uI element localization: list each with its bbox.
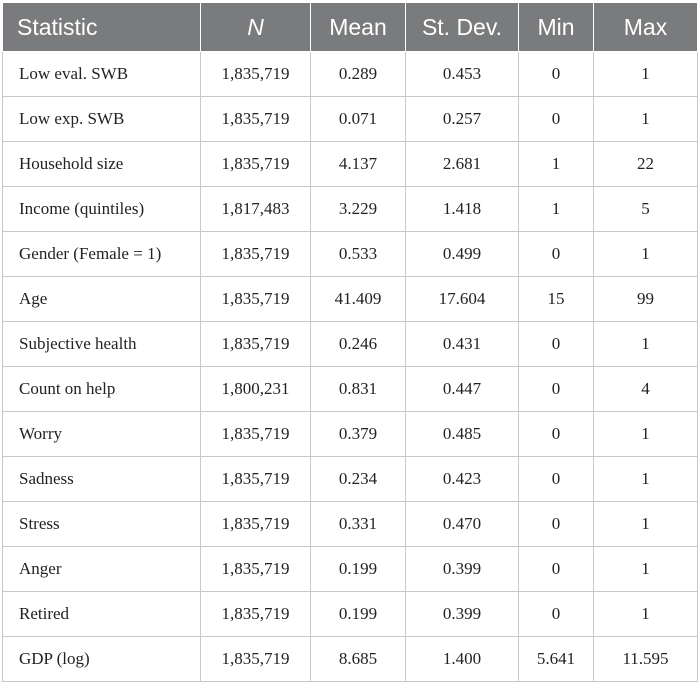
cell-st-dev: 0.485 bbox=[406, 412, 519, 457]
cell-max: 1 bbox=[594, 547, 698, 592]
cell-min: 0 bbox=[519, 457, 594, 502]
cell-max: 1 bbox=[594, 322, 698, 367]
table-row bbox=[3, 367, 698, 412]
cell-st-dev: 0.431 bbox=[406, 322, 519, 367]
table-row bbox=[3, 52, 698, 97]
cell-mean: 0.071 bbox=[311, 97, 406, 142]
cell-min: 0 bbox=[519, 547, 594, 592]
cell-mean: 3.229 bbox=[311, 187, 406, 232]
cell-max: 1 bbox=[594, 97, 698, 142]
cell-n: 1,835,719 bbox=[201, 232, 311, 277]
cell-mean: 0.289 bbox=[311, 52, 406, 97]
cell-mean: 41.409 bbox=[311, 277, 406, 322]
cell-statistic: Retired bbox=[3, 592, 201, 637]
cell-min: 0 bbox=[519, 412, 594, 457]
table-body bbox=[3, 52, 698, 682]
cell-n: 1,835,719 bbox=[201, 97, 311, 142]
header-st-dev: St. Dev. bbox=[406, 3, 519, 52]
cell-n: 1,835,719 bbox=[201, 592, 311, 637]
header-n: N bbox=[201, 3, 311, 52]
cell-max: 1 bbox=[594, 232, 698, 277]
cell-n: 1,835,719 bbox=[201, 412, 311, 457]
cell-max: 1 bbox=[594, 592, 698, 637]
table-row bbox=[3, 187, 698, 232]
cell-mean: 0.199 bbox=[311, 547, 406, 592]
cell-n: 1,835,719 bbox=[201, 637, 311, 682]
header-row bbox=[3, 3, 698, 52]
table-row bbox=[3, 547, 698, 592]
table-row bbox=[3, 637, 698, 682]
cell-mean: 8.685 bbox=[311, 637, 406, 682]
table-row bbox=[3, 502, 698, 547]
cell-min: 0 bbox=[519, 367, 594, 412]
cell-max: 4 bbox=[594, 367, 698, 412]
cell-st-dev: 0.257 bbox=[406, 97, 519, 142]
cell-st-dev: 0.470 bbox=[406, 502, 519, 547]
cell-statistic: Household size bbox=[3, 142, 201, 187]
cell-st-dev: 0.453 bbox=[406, 52, 519, 97]
cell-max: 1 bbox=[594, 412, 698, 457]
statistics-table bbox=[2, 2, 698, 682]
cell-n: 1,835,719 bbox=[201, 277, 311, 322]
cell-mean: 0.234 bbox=[311, 457, 406, 502]
cell-max: 1 bbox=[594, 502, 698, 547]
cell-n: 1,835,719 bbox=[201, 547, 311, 592]
cell-statistic: Worry bbox=[3, 412, 201, 457]
cell-n: 1,835,719 bbox=[201, 457, 311, 502]
cell-statistic: Count on help bbox=[3, 367, 201, 412]
cell-min: 0 bbox=[519, 502, 594, 547]
cell-min: 1 bbox=[519, 142, 594, 187]
cell-statistic: GDP (log) bbox=[3, 637, 201, 682]
cell-n: 1,835,719 bbox=[201, 52, 311, 97]
cell-mean: 0.199 bbox=[311, 592, 406, 637]
table-row bbox=[3, 322, 698, 367]
cell-st-dev: 0.499 bbox=[406, 232, 519, 277]
cell-mean: 0.331 bbox=[311, 502, 406, 547]
table-row bbox=[3, 277, 698, 322]
cell-mean: 0.379 bbox=[311, 412, 406, 457]
cell-st-dev: 2.681 bbox=[406, 142, 519, 187]
table-row bbox=[3, 592, 698, 637]
cell-statistic: Anger bbox=[3, 547, 201, 592]
cell-n: 1,835,719 bbox=[201, 142, 311, 187]
table-row bbox=[3, 142, 698, 187]
table-row bbox=[3, 97, 698, 142]
cell-statistic: Gender (Female = 1) bbox=[3, 232, 201, 277]
cell-statistic: Stress bbox=[3, 502, 201, 547]
table-row bbox=[3, 232, 698, 277]
header-max: Max bbox=[594, 3, 698, 52]
cell-n: 1,817,483 bbox=[201, 187, 311, 232]
cell-min: 0 bbox=[519, 97, 594, 142]
table-row bbox=[3, 457, 698, 502]
cell-max: 22 bbox=[594, 142, 698, 187]
header-mean: Mean bbox=[311, 3, 406, 52]
cell-n: 1,835,719 bbox=[201, 322, 311, 367]
cell-max: 5 bbox=[594, 187, 698, 232]
cell-statistic: Low exp. SWB bbox=[3, 97, 201, 142]
cell-st-dev: 0.423 bbox=[406, 457, 519, 502]
header-statistic: Statistic bbox=[3, 3, 201, 52]
cell-statistic: Sadness bbox=[3, 457, 201, 502]
cell-statistic: Age bbox=[3, 277, 201, 322]
cell-st-dev: 1.400 bbox=[406, 637, 519, 682]
cell-st-dev: 0.399 bbox=[406, 547, 519, 592]
cell-mean: 0.533 bbox=[311, 232, 406, 277]
cell-st-dev: 0.447 bbox=[406, 367, 519, 412]
cell-min: 0 bbox=[519, 52, 594, 97]
cell-mean: 0.246 bbox=[311, 322, 406, 367]
cell-statistic: Subjective health bbox=[3, 322, 201, 367]
cell-max: 1 bbox=[594, 52, 698, 97]
cell-min: 15 bbox=[519, 277, 594, 322]
cell-max: 99 bbox=[594, 277, 698, 322]
cell-min: 1 bbox=[519, 187, 594, 232]
cell-min: 5.641 bbox=[519, 637, 594, 682]
cell-st-dev: 1.418 bbox=[406, 187, 519, 232]
cell-mean: 0.831 bbox=[311, 367, 406, 412]
cell-max: 1 bbox=[594, 457, 698, 502]
cell-n: 1,835,719 bbox=[201, 502, 311, 547]
cell-mean: 4.137 bbox=[311, 142, 406, 187]
cell-min: 0 bbox=[519, 322, 594, 367]
table-row bbox=[3, 412, 698, 457]
cell-n: 1,800,231 bbox=[201, 367, 311, 412]
cell-min: 0 bbox=[519, 592, 594, 637]
cell-st-dev: 17.604 bbox=[406, 277, 519, 322]
cell-max: 11.595 bbox=[594, 637, 698, 682]
cell-statistic: Income (quintiles) bbox=[3, 187, 201, 232]
cell-st-dev: 0.399 bbox=[406, 592, 519, 637]
cell-min: 0 bbox=[519, 232, 594, 277]
header-min: Min bbox=[519, 3, 594, 52]
cell-statistic: Low eval. SWB bbox=[3, 52, 201, 97]
